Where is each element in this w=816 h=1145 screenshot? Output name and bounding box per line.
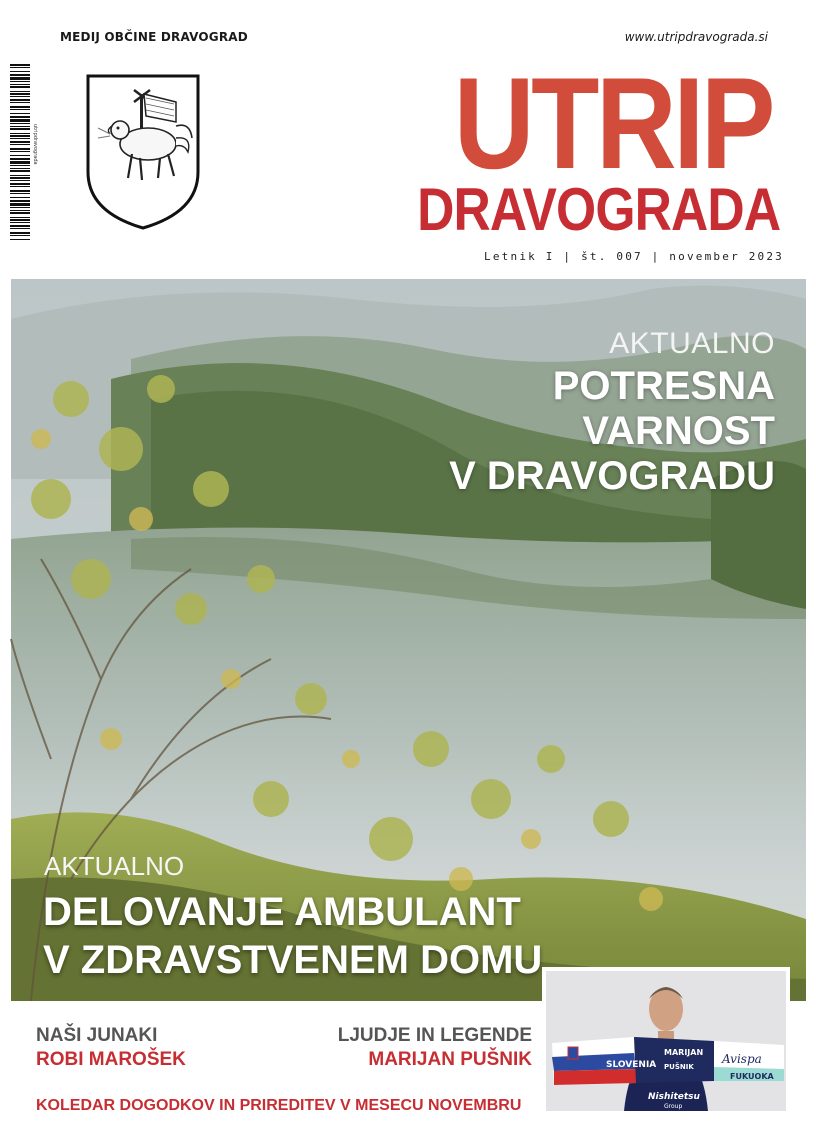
barcode-bar	[10, 239, 30, 240]
inset-photo-frame	[542, 967, 790, 1115]
barcode-bar	[10, 228, 30, 229]
publisher-label: MEDIJ OBČINE DRAVOGRAD	[60, 30, 248, 44]
barcode-bar	[10, 93, 30, 95]
scarf-text: SLOVENIA	[606, 1060, 657, 1070]
barcode-bar	[10, 71, 30, 72]
barcode-bar	[10, 158, 30, 160]
barcode-bar	[10, 168, 30, 169]
section-label-nasi-junaki: NAŠI JUNAKI	[36, 1025, 158, 1046]
barcode-bar	[10, 212, 30, 214]
barcode-bar	[10, 109, 30, 110]
barcode-bar	[10, 177, 30, 179]
issue-info: Letnik I | št. 007 | november 2023	[484, 250, 784, 263]
barcode-bar	[10, 133, 30, 134]
barcode	[10, 64, 36, 240]
scarf-text: Avispa	[722, 1052, 762, 1066]
barcode-bar	[10, 102, 30, 103]
barcode-bar	[10, 193, 30, 194]
barcode-text: utripdravograda	[32, 124, 38, 165]
barcode-bar	[10, 77, 30, 80]
story-top-title-line: POTRESNA	[552, 364, 775, 408]
barcode-bar	[10, 81, 30, 82]
barcode-bar	[10, 113, 30, 114]
barcode-bar	[10, 165, 30, 166]
barcode-bar	[10, 155, 30, 156]
shirt-text: Group	[664, 1103, 683, 1110]
scarf-text: FUKUOKA	[730, 1072, 774, 1081]
barcode-bar	[10, 99, 30, 101]
shirt-text: Nishitetsu	[648, 1092, 700, 1102]
barcode-bar	[10, 91, 30, 92]
barcode-bar	[10, 232, 30, 234]
barcode-bar	[10, 161, 30, 164]
barcode-bar	[10, 64, 30, 66]
barcode-bar	[10, 222, 30, 223]
events-calendar-headline[interactable]: KOLEDAR DOGODKOV IN PRIREDITEV V MESECU NOVEMBRU	[36, 1097, 522, 1114]
barcode-bar	[10, 123, 30, 124]
barcode-bar	[10, 207, 30, 208]
masthead-dravograda: DRAVOGRADA	[416, 176, 780, 243]
barcode-bar	[10, 74, 30, 76]
barcode-bar	[10, 148, 30, 150]
story-bottom-title-line: V ZDRAVSTVENEM DOMU	[43, 938, 543, 982]
barcode-bar	[10, 200, 30, 202]
story-bottom-title-line: DELOVANJE AMBULANT	[43, 890, 521, 934]
barcode-bar	[10, 116, 30, 118]
barcode-bar	[10, 180, 30, 181]
story-bottom-title[interactable]	[43, 888, 542, 984]
section-name-marijan-pusnik[interactable]: MARIJAN PUŠNIK	[368, 1049, 532, 1070]
barcode-bar	[10, 135, 30, 137]
barcode-bar	[10, 235, 30, 236]
scarf-text: PUŠNIK	[664, 1063, 694, 1071]
story-bottom-kicker: AKTUALNO	[44, 851, 185, 881]
story-top-title-line: VARNOST	[582, 409, 775, 453]
barcode-bar	[10, 219, 30, 221]
barcode-bar	[10, 128, 30, 130]
barcode-bar	[10, 175, 30, 176]
barcode-bar	[10, 210, 30, 211]
section-name-robi-marosek[interactable]: ROBI MAROŠEK	[36, 1049, 186, 1070]
inset-photo-person-scarf	[546, 971, 786, 1111]
barcode-bar	[10, 84, 30, 85]
barcode-bar	[10, 67, 30, 68]
barcode-bar	[10, 86, 30, 88]
barcode-bar	[10, 225, 30, 227]
section-label-ljudje-in-legende: LJUDJE IN LEGENDE	[337, 1025, 532, 1046]
barcode-bar	[10, 119, 30, 122]
barcode-bar	[10, 190, 30, 192]
municipal-crest-logo	[84, 72, 202, 232]
barcode-bar	[10, 96, 30, 97]
scarf-text: MARIJAN	[664, 1048, 704, 1057]
barcode-bar	[10, 126, 30, 127]
barcode-bar	[10, 141, 30, 143]
barcode-bar	[10, 170, 30, 172]
barcode-bar	[10, 183, 30, 185]
story-top-kicker: AKTUALNO	[609, 327, 775, 360]
barcode-bar	[10, 186, 30, 187]
story-top-title[interactable]	[449, 364, 775, 499]
barcode-bar	[10, 106, 30, 108]
barcode-bar	[10, 138, 30, 139]
barcode-bar	[10, 217, 30, 218]
barcode-bar	[10, 203, 30, 206]
website-link[interactable]: www.utripdravograda.si	[624, 30, 768, 44]
masthead-utrip: UTRIP	[453, 50, 772, 196]
story-top-title-line: V DRAVOGRADU	[449, 454, 775, 498]
barcode-bar	[10, 144, 30, 145]
barcode-bar	[10, 151, 30, 152]
barcode-bar	[10, 197, 30, 198]
